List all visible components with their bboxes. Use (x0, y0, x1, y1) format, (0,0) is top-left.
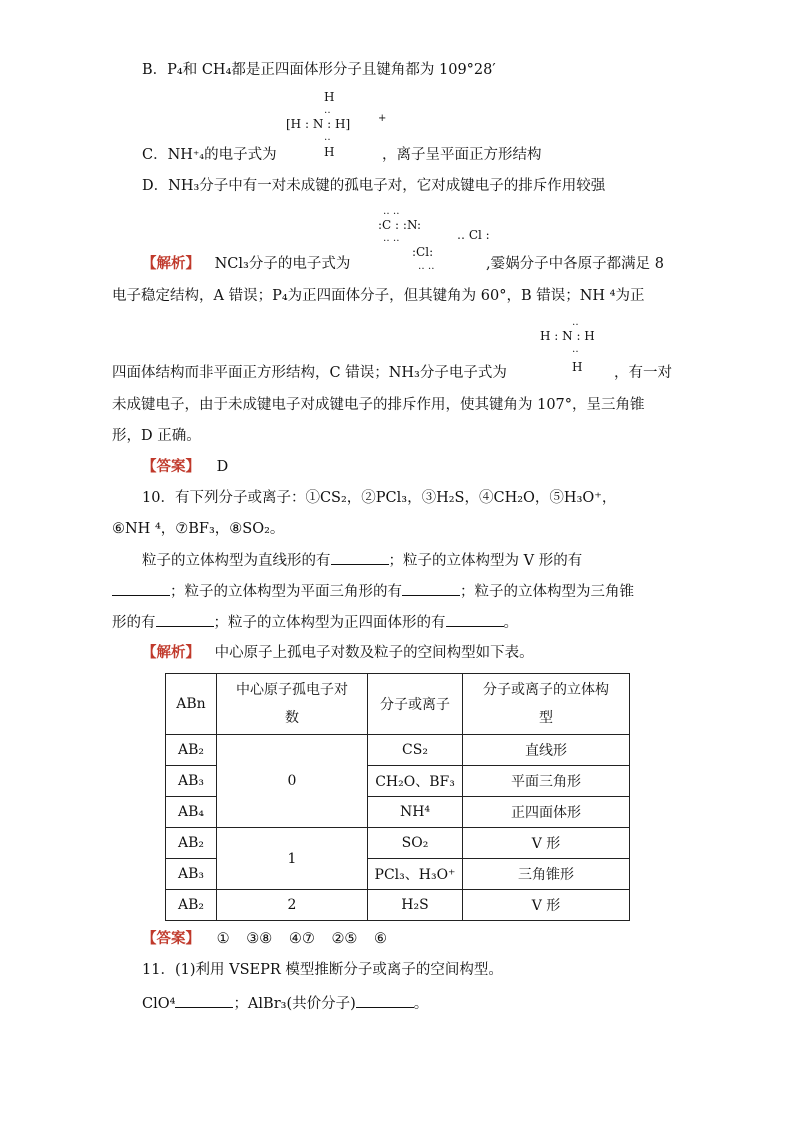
cell-ab: AB₂ (166, 735, 217, 766)
q11-albr3: ；AlBr₃(共价分子) (233, 996, 356, 1012)
q11-line2 (142, 993, 428, 1014)
nh4-dots-bottom: ‥ (324, 132, 331, 143)
answer-2-item: ④⑦ (288, 931, 315, 947)
q10-line5a: 形的有 (112, 615, 156, 631)
analysis-1-line1 (142, 254, 350, 274)
blank-v-shape[interactable] (112, 581, 170, 596)
nh3-dots-bottom: ‥ (572, 344, 579, 355)
answer-tag: 【答案】 (142, 458, 200, 475)
cell-species: CS₂ (368, 735, 463, 766)
cell-species: H₂S (368, 890, 463, 921)
answer-2 (142, 929, 387, 949)
ncl3-row1: :C : :N: (378, 218, 422, 232)
table-row (166, 828, 630, 859)
answer-2-item: ① (216, 931, 230, 947)
q11-line1: 11．(1)利用 VSEPR 模型推断分子或离子的空间构型。 (142, 962, 503, 978)
nh4-dots-top: ‥ (324, 105, 331, 116)
header-lone-pairs (217, 674, 368, 735)
option-c-ion: ⁺₄ (192, 148, 205, 162)
q10-line5 (112, 612, 518, 633)
cell-shape: 直线形 (463, 735, 630, 766)
analysis-1-text1: NCl₃分子的电子式为 (214, 256, 351, 272)
q10-line3b: ；粒子的立体构型为 V 形的有 (388, 553, 583, 569)
q11-clo4: ClO⁴ (142, 996, 176, 1012)
blank-trigonal-pyramidal[interactable] (156, 612, 214, 627)
cell-species: CH₂O、BF₃ (368, 766, 463, 797)
cell-ab: AB₂ (166, 890, 217, 921)
cell-ab: AB₂ (166, 828, 217, 859)
ncl3-cl-dots: ‥ ‥ (418, 261, 435, 272)
cell-species: NH⁴ (368, 797, 463, 828)
cell-lone: 1 (217, 828, 368, 890)
q10-line5b: ；粒子的立体构型为正四面体形的有 (213, 615, 446, 631)
option-c-suffix: ，离子呈平面正方形结构 (382, 147, 542, 163)
cell-ab: AB₃ (166, 859, 217, 890)
ncl3-dots-bottom: ‥ ‥ (383, 233, 400, 244)
q10-line5c: 。 (503, 615, 518, 631)
answer-2-item: ②⑤ (331, 931, 358, 947)
blank-linear[interactable] (331, 550, 389, 565)
header-shape (463, 674, 630, 735)
cell-ab: AB₄ (166, 797, 217, 828)
cell-lone: 0 (217, 735, 368, 828)
analysis-1-line4: 未成键电子，由于未成键电子对成键电子的排斥作用，使其键角为 107°，呈三角锥 (112, 397, 645, 413)
ncl3-dots-top: ‥ ‥ (383, 206, 400, 217)
nh3-bottom-h: H (572, 360, 583, 374)
nh4-bottom-h: H (324, 145, 335, 159)
header-shape-l1: 分子或离子的立体构 (483, 682, 609, 698)
cell-ab: AB₃ (166, 766, 217, 797)
blank-trigonal-planar[interactable] (402, 581, 460, 596)
q11-end: 。 (413, 996, 429, 1012)
q10-line2: ⑥NH ⁴，⑦BF₃，⑧SO₂。 (112, 521, 285, 537)
nh4-middle: [H : N : H] (286, 117, 351, 131)
analysis-2-text: 中心原子上孤电子对数及粒子的空间构型如下表。 (214, 645, 534, 661)
option-c-prefix: C．NH (142, 147, 193, 163)
option-b: B．P₄和 CH₄都是正四面体形分子且键角都为 109°28′ (142, 62, 496, 78)
cell-shape: V 形 (463, 828, 630, 859)
answer-2-item: ③⑧ (246, 931, 273, 947)
analysis-1-line5: 形，D 正确。 (112, 428, 201, 444)
q10-line1: 10．有下列分子或离子：①CS₂，②PCl₃，③H₂S，④CH₂O，⑤H₃O⁺， (142, 490, 617, 506)
option-d: D．NH₃分子中有一对未成键的孤电子对，它对成键电子的排斥作用较强 (142, 178, 606, 194)
option-c-mid: 的电子式为 (204, 147, 277, 163)
analysis-1-line3b: ，有一对 (614, 365, 672, 381)
header-lone-pairs-l1: 中心原子孤电子对 (236, 682, 348, 698)
q10-line3 (142, 550, 582, 571)
q10-line4b: ；粒子的立体构型为平面三角形的有 (170, 584, 402, 600)
analysis-1-line2: 电子稳定结构，A 错误；P₄为正四面体分子，但其键角为 60°，B 错误；NH ⁴为正 (112, 288, 645, 304)
nh4-charge: + (378, 113, 387, 124)
q10-line4c: ；粒子的立体构型为三角锥 (460, 584, 634, 600)
analysis-2 (142, 643, 534, 663)
cell-shape: 三角锥形 (463, 859, 630, 890)
blank-tetrahedral[interactable] (446, 612, 504, 627)
header-lone-pairs-l2: 数 (285, 710, 299, 726)
cell-shape: V 形 (463, 890, 630, 921)
nh4-top-h: H (324, 90, 335, 104)
table-header-row (166, 674, 630, 735)
answer-1-value: D (216, 459, 229, 475)
q10-line4 (112, 581, 634, 602)
answer-2-item: ⑥ (374, 931, 388, 947)
table-row (166, 890, 630, 921)
cell-species: PCl₃、H₃O⁺ (368, 859, 463, 890)
answer-1 (142, 457, 228, 477)
vsepr-table (165, 673, 630, 921)
cell-shape: 正四面体形 (463, 797, 630, 828)
analysis-1-text2: ,霎娲分子中各原子都满足 8 (486, 256, 664, 272)
ncl3-cl-right: ‥ Cl : (457, 228, 490, 242)
q10-line3a: 粒子的立体构型为直线形的有 (142, 553, 331, 569)
cell-lone: 2 (217, 890, 368, 921)
option-c (142, 145, 277, 165)
nh3-middle: H : N : H (540, 329, 595, 343)
header-species: 分子或离子 (368, 674, 463, 735)
table-row (166, 735, 630, 766)
header-abn: ABn (166, 674, 217, 735)
blank-clo4[interactable] (175, 993, 233, 1008)
analysis-1-line3a: 四面体结构而非平面正方形结构，C 错误；NH₃分子电子式为 (112, 365, 507, 381)
answer-tag-2: 【答案】 (142, 930, 200, 947)
header-shape-l2: 型 (539, 710, 553, 726)
cell-shape: 平面三角形 (463, 766, 630, 797)
nh3-dots-top: ‥ (572, 317, 579, 328)
cell-species: SO₂ (368, 828, 463, 859)
blank-albr3[interactable] (356, 993, 414, 1008)
analysis-tag: 【解析】 (142, 255, 200, 272)
ncl3-cl-left: :Cl: (412, 245, 434, 259)
analysis-tag-2: 【解析】 (142, 644, 200, 661)
